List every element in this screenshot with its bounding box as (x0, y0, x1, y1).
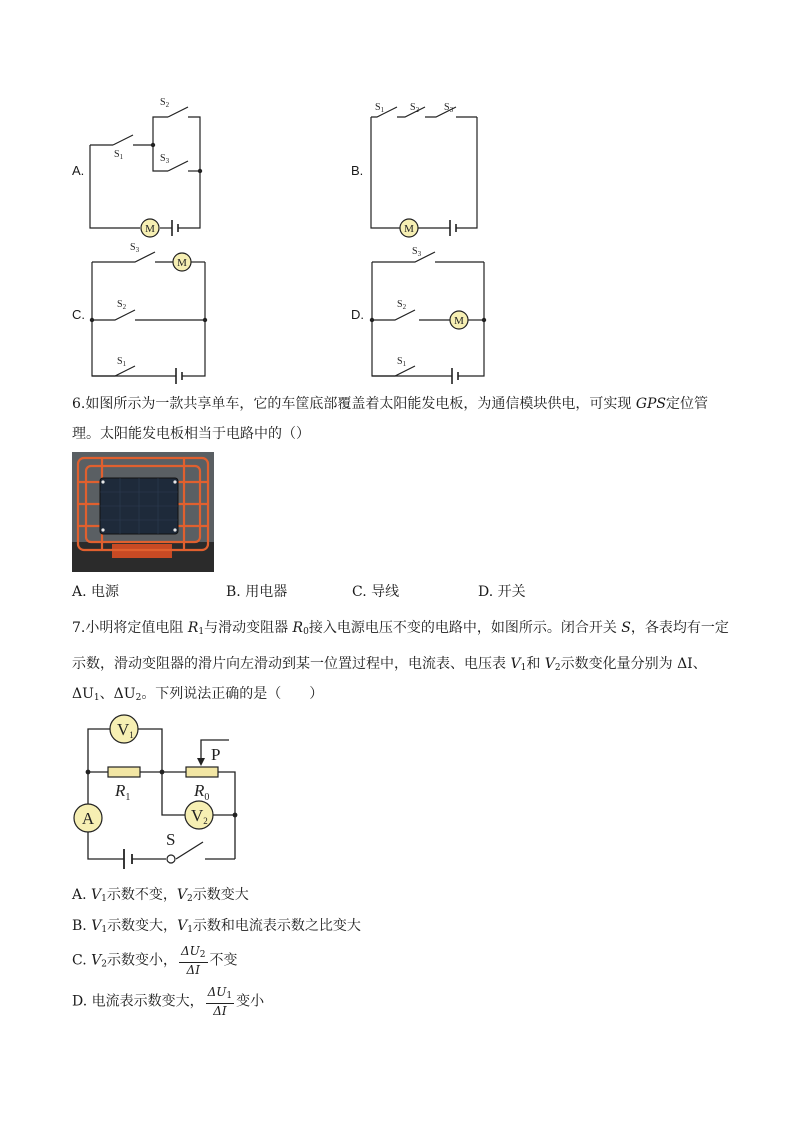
motor-label: M (454, 315, 464, 327)
label-s1: S (397, 356, 403, 367)
switch-s-label: S (166, 830, 176, 849)
label-s2: S (410, 102, 416, 113)
label-s1: S (117, 356, 123, 367)
v2-label: V (191, 806, 204, 825)
svg-text:S1: $S_1$ (375, 102, 385, 114)
svg-text:V2: V2 (191, 806, 208, 826)
svg-text:S3: $S_3$ (130, 242, 140, 254)
option-d-letter[interactable]: D. (351, 307, 364, 322)
svg-text:V1: V1 (117, 720, 134, 740)
label-s2: S (160, 97, 166, 108)
motor-label: M (177, 257, 187, 269)
q7-option-b[interactable]: B. $V_1$示数变大，$V_1$示数和电流表示数之比变大 (72, 918, 361, 935)
svg-text:S3: $S_3$ (160, 153, 170, 165)
circuit-option-d (372, 252, 484, 384)
q6-option-b[interactable]: B. 用电器 (226, 584, 288, 600)
svg-text:S2: $S_2$ (397, 299, 407, 311)
option-a-letter[interactable]: A. (72, 163, 85, 178)
q6-option-a[interactable]: A. 电源 (72, 584, 120, 600)
q7-option-c[interactable]: C. $V_2$示数变小， $\frac{\Delta U_2}{\Delta I}$ 不变 (72, 944, 238, 977)
label-s2: S (397, 299, 403, 310)
label-s1: S (114, 149, 120, 160)
svg-text:S3: $S_3$ (444, 102, 454, 114)
fraction-du1-di: $\frac{\Delta U_1}{\Delta I}$ (207, 985, 233, 1018)
label-s3: S (130, 242, 136, 253)
svg-text:R0: $R_0$ (194, 781, 210, 803)
q6-option-d[interactable]: D. 开关 (478, 584, 526, 600)
label-s3: S (412, 246, 418, 257)
question-6-line-2: 理。太阳能发电板相当于电路中的（） (72, 426, 310, 442)
r1-label: R (115, 781, 126, 800)
question-7-line-2: 示数，滑动变阻器的滑片向左滑动到某一位置过程中，电流表、电压表 $V_1$和 $V_2$示数变化量分别为 ΔI、 (72, 656, 707, 673)
circuit-option-c (92, 252, 205, 384)
circuit-diagram-q7 (60, 705, 260, 875)
fraction-du2-di: $\frac{\Delta U_2}{\Delta I}$ (180, 944, 206, 977)
question-7-line-1: 7.小明将定值电阻 $R_1$与滑动变阻器 $R_0$接入电源电压不变的电路中，如图所示。闭合开关 S，各表均有一定 (72, 620, 729, 637)
svg-text:S3: $S_3$ (412, 246, 422, 258)
bicycle-basket-photo (72, 452, 214, 572)
option-c-letter[interactable]: C. (72, 307, 85, 322)
question-6-line-1: 6.如图所示为一款共享单车，它的车筐底部覆盖着太阳能发电板，为通信模块供电，可实现 GPS定位管 (72, 396, 709, 412)
label-s3: S (444, 102, 450, 113)
q6-option-c[interactable]: C. 导线 (352, 584, 400, 600)
svg-text:R1: $R_1$ (115, 781, 131, 803)
option-b-letter[interactable]: B. (351, 163, 364, 178)
q7-option-a[interactable]: A. $V_1$示数不变，$V_2$示数变大 (72, 887, 249, 904)
svg-text:S2: $S_2$ (160, 97, 170, 109)
svg-text:S1: $S_1$ (114, 149, 124, 161)
svg-text:S1: $S_1$ (397, 356, 407, 368)
question-7-line-3: $\Delta U_1$、$\Delta U_2$。下列说法正确的是（ ） (72, 686, 324, 703)
motor-label: M (145, 223, 155, 235)
motor-label: M (404, 223, 414, 235)
circuit-diagrams-q5 (0, 0, 794, 390)
svg-text:S2: $S_2$ (410, 102, 420, 114)
r0-label: R (194, 781, 205, 800)
circuit-option-a (90, 107, 200, 237)
ammeter-label: A (81, 809, 95, 828)
slider-p-label: P (211, 745, 221, 764)
svg-text:S2: $S_2$ (117, 299, 127, 311)
label-s3: S (160, 153, 166, 164)
v1-label: V (117, 720, 130, 739)
label-s2: S (117, 299, 123, 310)
svg-text:S1: $S_1$ (117, 356, 127, 368)
q7-option-d[interactable]: D. 电流表示数变大， $\frac{\Delta U_1}{\Delta I}$ 变小 (72, 985, 265, 1018)
label-s1: S (375, 102, 381, 113)
circuit-option-b (371, 107, 477, 237)
